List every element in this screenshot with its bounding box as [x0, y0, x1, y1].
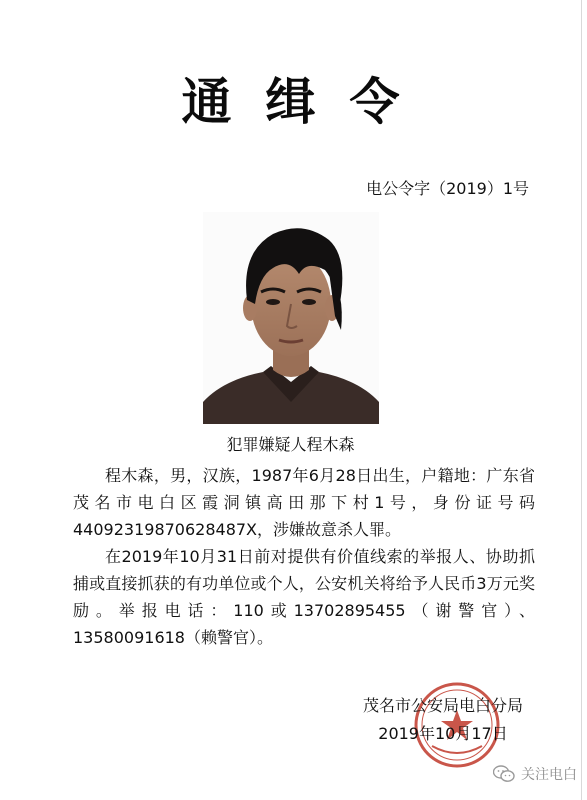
issue-date: 2019年10月17日 [378, 724, 508, 743]
wechat-icon [493, 765, 515, 783]
document-number: 电公令字（2019）1号 [366, 179, 529, 198]
source-watermark [493, 764, 577, 784]
page-title: 通缉令 [181, 73, 434, 131]
issuer-name: 茂名市公安局电白分局 [362, 696, 523, 715]
suspect-details-paragraph: 程木森，男，汉族，1987年6月28日出生，户籍地：广东省茂名市电白区霞洞镇高田那下村1号，身份证号码440923198706284​87X，涉嫌故意杀人罪。 [73, 466, 535, 539]
photo-caption: 犯罪嫌疑人程木森 [226, 435, 355, 454]
watermark-label: 关注电白 [521, 767, 577, 783]
suspect-portrait-icon [203, 212, 379, 424]
issuer-block [363, 692, 523, 748]
reward-paragraph: 在2019年10月31日前对提供有价值线索的举报人、协助抓捕或直接抓获的有功单位或个人，公安机关将给予人民币3万元奖励。举报电话：110或13702895455（谢警官）、13580091618（赖警官）。 [73, 547, 535, 647]
notice-body [73, 462, 535, 651]
